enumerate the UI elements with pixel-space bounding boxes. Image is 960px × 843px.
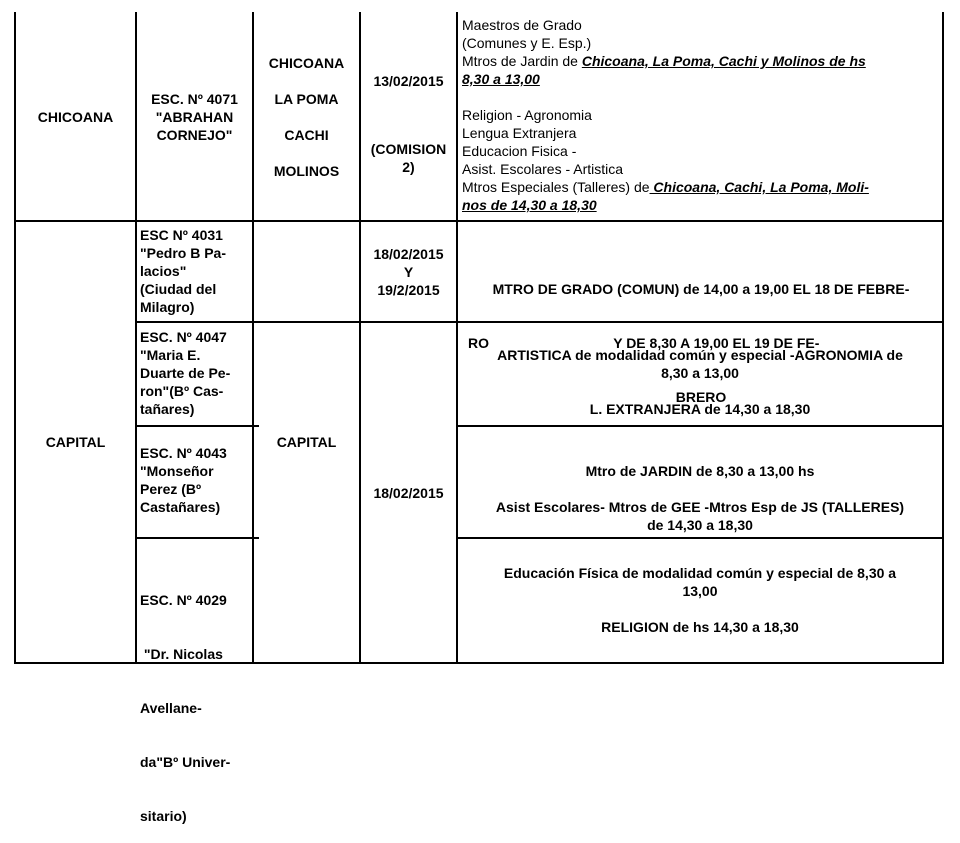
detail-text: Mtros Especiales (Talleres) de: [462, 179, 650, 195]
detail-line: Maestros de Grado: [462, 17, 582, 33]
school-4029: [140, 555, 252, 843]
date-chicoana: [361, 14, 456, 220]
school-line: ron"(Bº Cas-: [140, 383, 224, 399]
table-border-right: [942, 12, 944, 664]
detail-underlined: 8,30 a 13,00: [462, 71, 540, 87]
school-line: ESC. Nº 4043: [140, 445, 227, 461]
locality: CHICOANA: [268, 55, 345, 71]
school-line: Castañares): [140, 499, 221, 515]
district-chicoana: [16, 14, 135, 220]
detail-line: Mtro de JARDIN de 8,30 a 13,00 hs: [585, 463, 815, 479]
school-line: sitario): [140, 808, 187, 824]
detail-line: RELIGION de hs 14,30 a 18,30: [601, 619, 799, 635]
school-line: "Maria E.: [140, 347, 201, 363]
date-value: 18/02/2015: [373, 484, 444, 501]
localities-chicoana: [254, 14, 359, 220]
locality-capital: [254, 222, 359, 662]
detail-line: BRERO: [675, 389, 727, 405]
detail-line: L. EXTRANJERA de 14,30 a 18,30: [589, 401, 811, 417]
school-line: "Pedro B Pa-: [140, 245, 226, 261]
school-line: "ABRAHAN: [155, 109, 234, 125]
detail-underlined: Chicoana, La Poma, Cachi y Molinos de hs: [581, 53, 866, 69]
detail-line: Educación Física de modalidad común y especial de 8,30 a: [503, 565, 897, 581]
row-divider-4047-detail: [456, 425, 944, 427]
locality: MOLINOS: [273, 163, 340, 179]
school-line: ESC. Nº 4029: [140, 592, 227, 608]
school-line: Perez (Bº: [140, 481, 202, 497]
commission: [361, 140, 456, 176]
school-line: ESC Nº 4031: [140, 227, 223, 243]
detail-chicoana: [462, 16, 940, 214]
date-value: Y: [403, 263, 414, 280]
detail-underlined: nos de 14,30 a 18,30: [462, 197, 597, 213]
commission-line: (COMISION: [370, 141, 447, 157]
school-4071: [137, 14, 252, 220]
detail-line: Educacion Fisica -: [462, 143, 577, 159]
detail-4029: [458, 564, 942, 636]
school-line: lacios": [140, 263, 187, 279]
detail-line: MTRO DE GRADO (COMUN) de 14,00 a 19,00 EL 18 DE FEBRE-: [492, 281, 910, 297]
locality: LA POMA: [274, 91, 339, 107]
school-line: "Monseñor: [140, 463, 214, 479]
school-line: "Dr. Nicolas: [140, 646, 223, 662]
date-value: 19/2/2015: [377, 281, 440, 298]
detail-4047: [458, 346, 942, 418]
detail-line: Asist. Escolares - Artistica: [462, 161, 624, 177]
row-divider-chicoana: [14, 220, 944, 222]
school-4043: [140, 444, 252, 516]
school-4031: [140, 226, 252, 316]
school-line: Milagro): [140, 299, 195, 315]
detail-line: [462, 70, 940, 88]
detail-line: de 14,30 a 18,30: [647, 517, 753, 533]
district-label: CHICOANA: [37, 109, 114, 125]
detail-line: Lengua Extranjera: [462, 125, 577, 141]
detail-underlined: Chicoana, Cachi, La Poma, Moli-: [649, 179, 869, 195]
school-line: Duarte de Pe-: [140, 365, 231, 381]
detail-line: Asist Escolares- Mtros de GEE -Mtros Esp de JS (TALLERES): [495, 499, 905, 515]
school-line: ESC. Nº 4047: [140, 329, 227, 345]
school-line: tañares): [140, 401, 195, 417]
detail-line: (Comunes y E. Esp.): [462, 35, 592, 51]
date-value: 13/02/2015: [373, 73, 444, 89]
detail-line: 8,30 a 13,00: [661, 365, 739, 381]
locality: CACHI: [284, 127, 329, 143]
detail-line: [462, 52, 940, 70]
detail-text: Mtros de Jardin de: [462, 53, 582, 69]
school-line: Avellane-: [140, 700, 202, 716]
detail-line: Religion - Agronomia: [462, 107, 592, 123]
detail-line: RO Y DE 8,30 A 19,00 EL 19 DE FE-: [468, 335, 820, 351]
detail-line: ARTISTICA de modalidad común y especial -AGRONOMIA de: [497, 347, 903, 363]
date-capital-shared: [361, 323, 456, 662]
detail-4043: [458, 462, 942, 534]
date-4031: [361, 222, 456, 321]
school-line: (Ciudad del: [140, 281, 217, 297]
district-capital: [16, 222, 135, 662]
school-4047: [140, 328, 252, 418]
locality: CAPITAL: [276, 434, 337, 450]
detail-line: [462, 178, 940, 196]
detail-line: 13,00: [682, 583, 718, 599]
commission-line: 2): [402, 159, 415, 175]
row-divider-4047: [135, 425, 259, 427]
detail-line: [462, 196, 940, 214]
district-label: CAPITAL: [45, 434, 106, 450]
row-divider-4043-detail: [456, 537, 944, 539]
date-value: 18/02/2015: [373, 245, 444, 262]
school-line: CORNEJO": [156, 127, 233, 143]
row-divider-4043: [135, 537, 259, 539]
school-line: da"Bº Univer-: [140, 754, 231, 770]
school-line: ESC. Nº 4071: [151, 91, 238, 107]
